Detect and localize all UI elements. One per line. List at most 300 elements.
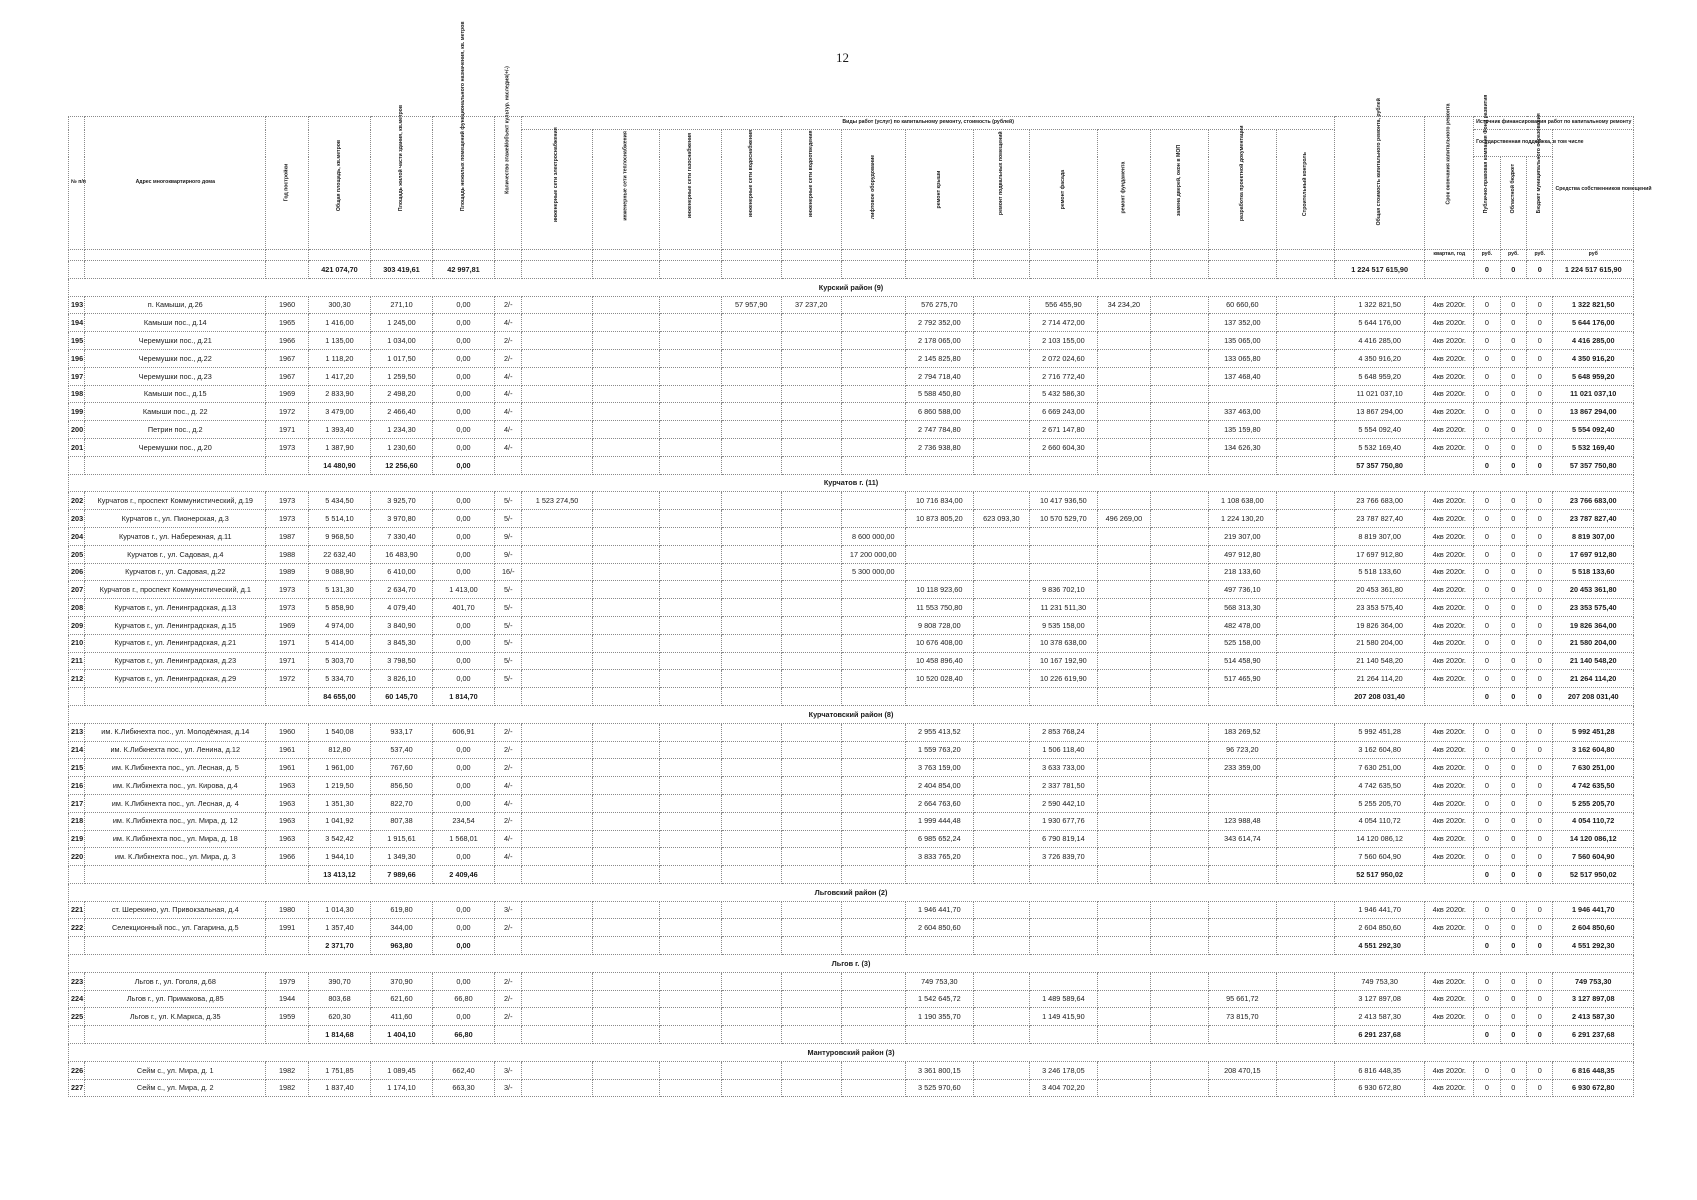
row-fund-public: 0 [1474,581,1500,599]
row-work-cost: 11 553 750,80 [905,599,973,617]
row-work-cost [781,527,841,545]
row-fund-public: 0 [1474,403,1500,421]
row-work-cost [973,367,1029,385]
row-work-cost [781,919,841,937]
table-row [69,794,1634,812]
row-work-cost [592,563,659,581]
row-work-cost: 123 988,48 [1208,812,1276,830]
row-work-cost [721,830,781,848]
row-deadline: 4кв 2020г. [1425,314,1474,332]
row-address: Курчатов г., ул. Ленинградская, д.29 [85,670,266,688]
row-work-cost: 2 664 763,60 [905,794,973,812]
row-work-cost [1097,972,1150,990]
row-work-cost [973,794,1029,812]
table-row [69,527,1634,545]
row-work-cost [781,670,841,688]
row-work-cost [1208,1079,1276,1097]
row-number: 220 [69,848,85,866]
subtotal-fund-municipal: 0 [1527,1026,1553,1044]
row-work-cost [1097,1008,1150,1026]
row-fund-region: 0 [1500,563,1526,581]
row-work-cost [973,581,1029,599]
row-cost-total: 5 992 451,28 [1334,723,1425,741]
row-work-cost [659,634,721,652]
row-address: Курчатов г., ул. Пионерская, д.3 [85,510,266,528]
row-area-nonres: 662,40 [433,1061,495,1079]
row-work-cost [1276,1008,1334,1026]
row-fund-public: 0 [1474,527,1500,545]
district-row [69,955,1634,973]
row-work-cost [721,848,781,866]
row-number: 221 [69,901,85,919]
header-work-basement: ремонт подвальных помещений [973,130,1029,250]
row-work-cost [522,563,592,581]
row-cost-total: 3 127 897,08 [1334,990,1425,1008]
row-work-cost [592,510,659,528]
row-year: 1960 [266,296,309,314]
table-row [69,1008,1634,1026]
row-floors: 4/- [495,421,522,439]
row-work-cost [721,421,781,439]
row-floors: 5/- [495,581,522,599]
subtotal-area-total: 1 814,68 [308,1026,370,1044]
row-deadline: 4кв 2020г. [1425,919,1474,937]
row-work-cost: 343 614,74 [1208,830,1276,848]
row-work-cost [1276,990,1334,1008]
row-work-cost [522,349,592,367]
row-work-cost [659,438,721,456]
row-cost-total: 7 560 604,90 [1334,848,1425,866]
table-row [69,723,1634,741]
row-area-living: 3 798,50 [370,652,432,670]
subtotal-fund-region: 0 [1500,937,1526,955]
row-deadline: 4кв 2020г. [1425,634,1474,652]
row-year: 1982 [266,1079,309,1097]
row-fund-municipal: 0 [1527,972,1553,990]
row-work-cost: 10 226 619,90 [1029,670,1097,688]
row-work-cost: 514 458,90 [1208,652,1276,670]
row-area-living: 767,60 [370,759,432,777]
row-address: Курчатов г., ул. Садовая, д.22 [85,563,266,581]
subtotal-area-nonres: 2 409,46 [433,866,495,884]
row-deadline: 4кв 2020г. [1425,616,1474,634]
row-work-cost: 3 726 839,70 [1029,848,1097,866]
row-work-cost [1208,385,1276,403]
row-fund-municipal: 0 [1527,634,1553,652]
row-work-cost [659,492,721,510]
row-work-cost [1276,332,1334,350]
row-work-cost [659,741,721,759]
row-work-cost [1097,741,1150,759]
row-work-cost [592,759,659,777]
row-work-cost [721,403,781,421]
row-fund-region: 0 [1500,296,1526,314]
row-floors: 5/- [495,634,522,652]
row-year: 1982 [266,1061,309,1079]
row-area-nonres: 0,00 [433,563,495,581]
row-work-cost [1150,563,1208,581]
row-work-cost [781,492,841,510]
row-work-cost [841,332,905,350]
row-area-nonres: 0,00 [433,421,495,439]
row-work-cost: 134 626,30 [1208,438,1276,456]
row-work-cost [1276,492,1334,510]
row-work-cost [721,741,781,759]
row-floors: 2/- [495,723,522,741]
row-number: 203 [69,510,85,528]
row-work-cost [659,403,721,421]
row-work-cost: 10 378 638,00 [1029,634,1097,652]
row-work-cost [781,314,841,332]
row-area-nonres: 0,00 [433,794,495,812]
row-work-cost [1276,1079,1334,1097]
row-work-cost: 3 246 178,05 [1029,1061,1097,1079]
row-work-cost: 497 736,10 [1208,581,1276,599]
row-area-total: 9 968,50 [308,527,370,545]
row-work-cost [841,421,905,439]
row-work-cost [1276,972,1334,990]
row-area-total: 1 944,10 [308,848,370,866]
row-work-cost: 3 361 800,15 [905,1061,973,1079]
row-work-cost: 137 352,00 [1208,314,1276,332]
subtotal-cost-total: 52 517 950,02 [1334,866,1425,884]
row-work-cost [841,367,905,385]
row-area-living: 16 483,90 [370,545,432,563]
row-number: 211 [69,652,85,670]
header-works-group: Виды работ (услуг) по капитальному ремонту, стоимость (рублей) [522,117,1334,130]
row-work-cost [522,794,592,812]
row-work-cost [659,990,721,1008]
row-fund-municipal: 0 [1527,492,1553,510]
header-work-foundation: ремонт фундамента [1097,130,1150,250]
row-work-cost [522,812,592,830]
unit-rub: руб [1553,250,1634,261]
row-address: Черемушки пос., д.22 [85,349,266,367]
row-number: 208 [69,599,85,617]
row-fund-municipal: 0 [1527,545,1553,563]
row-work-cost: 3 633 733,00 [1029,759,1097,777]
row-work-cost [1150,314,1208,332]
header-work-doors: замена дверей, окон в МОП [1150,130,1208,250]
row-work-cost [1097,670,1150,688]
row-work-cost [522,919,592,937]
row-work-cost [721,1008,781,1026]
row-area-living: 621,60 [370,990,432,1008]
row-area-total: 1 540,08 [308,723,370,741]
row-work-cost [1150,901,1208,919]
row-work-cost [592,527,659,545]
subtotal-row [69,456,1634,474]
row-area-living: 933,17 [370,723,432,741]
row-deadline: 4кв 2020г. [1425,990,1474,1008]
header-work-roof: ремонт крыши [905,130,973,250]
row-area-nonres: 0,00 [433,972,495,990]
row-work-cost [973,332,1029,350]
row-address: им. К.Либкнехта пос., ул. Лесная, д. 5 [85,759,266,777]
table-row [69,492,1634,510]
subtotal-cost-total: 207 208 031,40 [1334,688,1425,706]
header-area-total: Общая площадь, кв.метров [308,117,370,250]
row-area-total: 5 858,90 [308,599,370,617]
table-row [69,581,1634,599]
row-work-cost [1276,670,1334,688]
row-address: им. К.Либкнехта пос., ул. Мира, д. 3 [85,848,266,866]
row-fund-public: 0 [1474,723,1500,741]
row-work-cost [781,1079,841,1097]
row-year: 1973 [266,599,309,617]
row-work-cost: 11 231 511,30 [1029,599,1097,617]
row-work-cost [781,349,841,367]
row-owners: 17 697 912,80 [1553,545,1634,563]
row-work-cost [781,1008,841,1026]
row-year: 1944 [266,990,309,1008]
row-owners: 4 054 110,72 [1553,812,1634,830]
row-fund-region: 0 [1500,367,1526,385]
row-area-nonres: 1 413,00 [433,581,495,599]
row-fund-municipal: 0 [1527,741,1553,759]
row-work-cost [659,777,721,795]
row-work-cost [592,634,659,652]
row-number: 204 [69,527,85,545]
row-work-cost [522,527,592,545]
row-year: 1963 [266,777,309,795]
row-fund-municipal: 0 [1527,314,1553,332]
row-work-cost: 1 542 645,72 [905,990,973,1008]
row-work-cost [659,652,721,670]
row-area-total: 5 131,30 [308,581,370,599]
row-area-living: 3 925,70 [370,492,432,510]
row-address: им. К.Либкнехта пос., ул. Мира, д. 12 [85,812,266,830]
row-work-cost [721,527,781,545]
row-year: 1963 [266,812,309,830]
row-deadline: 4кв 2020г. [1425,599,1474,617]
row-area-total: 5 303,70 [308,652,370,670]
row-owners: 5 644 176,00 [1553,314,1634,332]
row-fund-region: 0 [1500,1061,1526,1079]
row-number: 223 [69,972,85,990]
header-work-electric: инженерные сети электроснабжения [522,130,592,250]
header-floors: Количество этажей/объект культур. наследия(+/-) [495,117,522,250]
row-floors: 4/- [495,314,522,332]
row-area-nonres: 0,00 [433,332,495,350]
row-owners: 5 255 205,70 [1553,794,1634,812]
row-work-cost [1150,972,1208,990]
row-number: 209 [69,616,85,634]
row-work-cost [841,616,905,634]
row-work-cost [1097,492,1150,510]
row-work-cost: 2 716 772,40 [1029,367,1097,385]
row-address: Льгов г., ул. Гоголя, д.68 [85,972,266,990]
row-work-cost [1097,421,1150,439]
row-work-cost [1276,777,1334,795]
grand-area-living: 303 419,61 [370,261,432,279]
row-address: Черемушки пос., д.21 [85,332,266,350]
row-year: 1989 [266,563,309,581]
row-work-cost [1150,1079,1208,1097]
row-area-total: 390,70 [308,972,370,990]
row-year: 1966 [266,848,309,866]
row-work-cost [781,777,841,795]
row-fund-region: 0 [1500,527,1526,545]
row-floors: 4/- [495,794,522,812]
row-work-cost [1150,848,1208,866]
row-work-cost [1097,527,1150,545]
row-work-cost: 1 999 444,48 [905,812,973,830]
row-work-cost: 2 792 352,00 [905,314,973,332]
row-area-living: 1 089,45 [370,1061,432,1079]
row-owners: 4 416 285,00 [1553,332,1634,350]
row-fund-public: 0 [1474,634,1500,652]
row-work-cost [1276,759,1334,777]
row-cost-total: 4 416 285,00 [1334,332,1425,350]
row-cost-total: 21 140 548,20 [1334,652,1425,670]
row-work-cost [721,723,781,741]
row-work-cost [522,421,592,439]
row-work-cost [1097,1061,1150,1079]
row-work-cost [659,972,721,990]
row-work-cost: 3 833 765,20 [905,848,973,866]
row-work-cost [522,901,592,919]
row-address: Курчатов г., ул. Ленинградская, д.15 [85,616,266,634]
row-year: 1973 [266,438,309,456]
row-area-total: 1 417,20 [308,367,370,385]
row-year: 1963 [266,830,309,848]
row-deadline: 4кв 2020г. [1425,510,1474,528]
row-work-cost: 2 955 413,52 [905,723,973,741]
table-row [69,367,1634,385]
row-work-cost [592,848,659,866]
row-year: 1963 [266,794,309,812]
row-fund-municipal: 0 [1527,794,1553,812]
row-deadline: 4кв 2020г. [1425,901,1474,919]
row-work-cost [973,545,1029,563]
row-work-cost: 10 118 923,60 [905,581,973,599]
district-name: Курский район (9) [69,278,1634,296]
row-work-cost: 9 836 702,10 [1029,581,1097,599]
row-work-cost: 482 478,00 [1208,616,1276,634]
header-num: № п/п [69,117,85,250]
row-work-cost [659,296,721,314]
row-year: 1961 [266,741,309,759]
header-state-support: Государственная поддержка, в том числе [1474,130,1553,157]
row-cost-total: 4 054 110,72 [1334,812,1425,830]
row-fund-region: 0 [1500,972,1526,990]
row-work-cost [841,972,905,990]
table-row [69,848,1634,866]
row-work-cost [781,634,841,652]
row-work-cost [721,794,781,812]
row-work-cost [1029,972,1097,990]
row-floors: 5/- [495,652,522,670]
row-deadline: 4кв 2020г. [1425,527,1474,545]
row-work-cost [522,581,592,599]
row-floors: 3/- [495,1079,522,1097]
district-name: Льгов г. (3) [69,955,1634,973]
row-number: 226 [69,1061,85,1079]
row-fund-region: 0 [1500,901,1526,919]
row-number: 206 [69,563,85,581]
row-work-cost [1276,848,1334,866]
row-work-cost [841,812,905,830]
row-work-cost [973,901,1029,919]
row-fund-municipal: 0 [1527,919,1553,937]
row-floors: 4/- [495,777,522,795]
table-row [69,670,1634,688]
row-work-cost [1150,919,1208,937]
row-area-living: 2 466,40 [370,403,432,421]
row-deadline: 4кв 2020г. [1425,848,1474,866]
row-cost-total: 5 554 092,40 [1334,421,1425,439]
row-number: 225 [69,1008,85,1026]
row-work-cost [1150,438,1208,456]
row-cost-total: 749 753,30 [1334,972,1425,990]
row-work-cost [522,1061,592,1079]
row-work-cost [522,652,592,670]
row-fund-public: 0 [1474,777,1500,795]
row-floors: 4/- [495,385,522,403]
row-floors: 4/- [495,403,522,421]
row-number: 198 [69,385,85,403]
row-owners: 6 930 672,80 [1553,1079,1634,1097]
row-fund-region: 0 [1500,634,1526,652]
subtotal-row [69,1026,1634,1044]
row-area-total: 22 632,40 [308,545,370,563]
row-work-cost [1150,616,1208,634]
header-work-control: Строительный контроль [1276,130,1334,250]
subtotal-fund-region: 0 [1500,456,1526,474]
row-floors: 2/- [495,741,522,759]
row-work-cost [522,848,592,866]
row-work-cost [659,794,721,812]
row-work-cost [1097,759,1150,777]
row-work-cost [1097,563,1150,581]
row-area-nonres: 606,91 [433,723,495,741]
row-floors: 5/- [495,599,522,617]
table-body [69,261,1634,1097]
row-work-cost [592,972,659,990]
row-owners: 8 819 307,00 [1553,527,1634,545]
row-fund-region: 0 [1500,1079,1526,1097]
row-fund-region: 0 [1500,349,1526,367]
row-work-cost: 183 269,52 [1208,723,1276,741]
row-floors: 4/- [495,438,522,456]
row-work-cost [1150,759,1208,777]
table-row [69,403,1634,421]
row-work-cost [781,385,841,403]
row-work-cost [973,421,1029,439]
district-name: Льговский район (2) [69,883,1634,901]
row-cost-total: 8 819 307,00 [1334,527,1425,545]
row-work-cost [721,812,781,830]
row-work-cost [841,1008,905,1026]
row-work-cost [781,421,841,439]
row-deadline: 4кв 2020г. [1425,777,1474,795]
row-fund-public: 0 [1474,812,1500,830]
row-work-cost: 6 985 652,24 [905,830,973,848]
row-fund-municipal: 0 [1527,652,1553,670]
row-fund-region: 0 [1500,652,1526,670]
row-area-total: 803,68 [308,990,370,1008]
unit-rub: руб. [1527,250,1553,261]
row-work-cost [659,421,721,439]
row-work-cost [781,848,841,866]
row-work-cost [781,723,841,741]
row-work-cost [1276,599,1334,617]
row-work-cost [1150,581,1208,599]
row-year: 1971 [266,634,309,652]
row-work-cost [721,581,781,599]
row-fund-public: 0 [1474,652,1500,670]
